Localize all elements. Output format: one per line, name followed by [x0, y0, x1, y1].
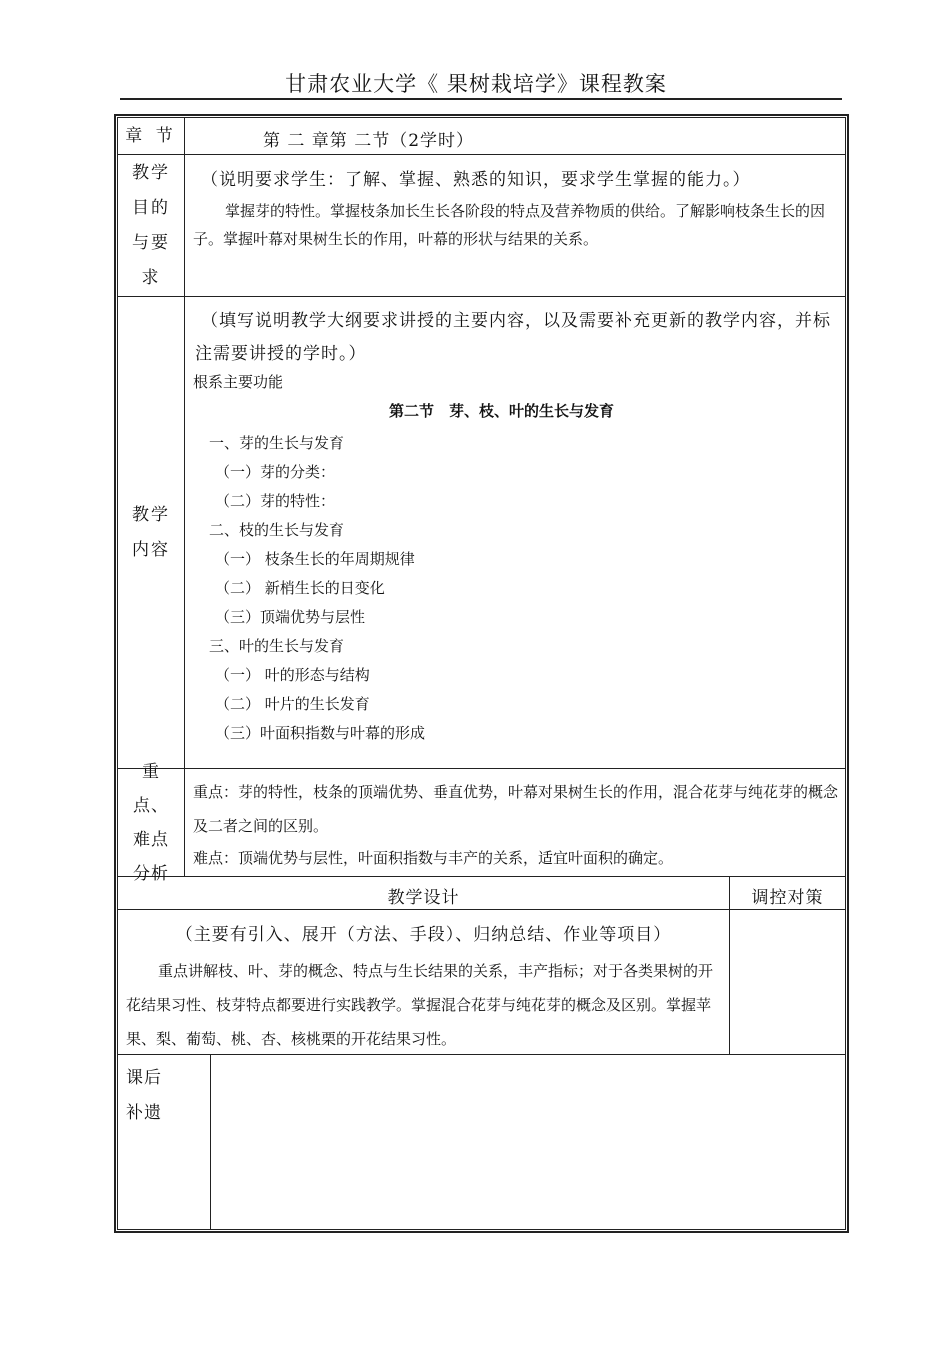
- outline-item: （三）顶端优势与层性: [215, 608, 366, 626]
- chapter-label-cell: [118, 118, 185, 154]
- objectives-instruction: （说明要求学生：了解、掌握、熟悉的知识，要求学生掌握的能力。）: [201, 170, 751, 190]
- focus-key-points: 重点：芽的特性，枝条的顶端优势、垂直优势，叶幕对果树生长的作用，混合花芽与纯花芽的概念及二者之间的区别。: [193, 783, 839, 835]
- outline-item: （三）叶面积指数与叶幕的形成: [215, 724, 426, 742]
- supplement-label-cell: [118, 1055, 211, 1229]
- section-title: 第二节 芽、枝、叶的生长与发育: [389, 402, 615, 420]
- objectives-label: 教学目的与要求: [132, 162, 170, 288]
- design-body-cell: [118, 910, 729, 1054]
- outline-item: （一） 叶的形态与结构: [215, 666, 370, 684]
- content-carryover: 根系主要功能: [193, 373, 284, 391]
- design-header-row: [118, 877, 845, 910]
- outline-item: 三、叶的生长与发育: [209, 637, 345, 655]
- objectives-cell: [185, 155, 845, 296]
- chapter-value-cell: [185, 118, 845, 154]
- outline-item: （二）芽的特性：: [215, 492, 336, 510]
- focus-label: 重点、难点分析: [133, 761, 169, 884]
- objectives-body: 掌握芽的特性。掌握枝条加长生长各阶段的特点及营养物质的供给。了解影响枝条生长的因子。掌握叶幕对果树生长的作用，叶幕的形状与结果的关系。: [193, 202, 826, 248]
- objectives-row: [118, 155, 845, 297]
- chapter-label: 章 节: [125, 125, 177, 146]
- outline-item: （二） 叶片的生长发育: [215, 695, 370, 713]
- chapter-row: [118, 118, 845, 155]
- outline-item: 一、芽的生长与发育: [209, 434, 345, 452]
- outline-item: 二、枝的生长与发育: [209, 521, 345, 539]
- design-instruction: （主要有引入、展开（方法、手段）、归纳总结、作业等项目）: [175, 925, 672, 945]
- supplement-label: 课后补遗: [126, 1068, 162, 1123]
- focus-cell: [185, 769, 845, 876]
- supplement-cell: [211, 1055, 845, 1229]
- lesson-plan-table: [114, 114, 849, 1233]
- control-header: 调控对策: [751, 888, 824, 908]
- outline-item: （一） 枝条生长的年周期规律: [215, 550, 415, 568]
- objectives-label-cell: [118, 155, 185, 296]
- content-instruction: （填写说明教学大纲要求讲授的主要内容，以及需要补充更新的教学内容，并标注需要讲授的学时。）: [195, 311, 831, 364]
- control-cell: [730, 910, 845, 1054]
- design-body: 重点讲解枝、叶、芽的概念、特点与生长结果的关系，丰产指标；对于各类果树的开花结果习性、枝芽特点都要进行实践教学。掌握混合花芽与纯花芽的概念及区别。掌握苹果、梨、葡萄、桃、杏、核桃栗的开花结果习性。: [126, 962, 714, 1048]
- focus-row: [118, 761, 845, 884]
- content-label-cell: [118, 297, 185, 768]
- header-rule: [120, 98, 842, 100]
- design-header: 教学设计: [387, 888, 460, 908]
- page-title: 甘肃农业大学《 果树栽培学》课程教案: [285, 72, 667, 96]
- supplement-row: [118, 1055, 845, 1229]
- content-label: 教学内容: [132, 504, 170, 560]
- content-row: [118, 297, 845, 769]
- outline-item: （二） 新梢生长的日变化: [215, 579, 385, 597]
- content-outline: [209, 429, 425, 748]
- focus-difficulties: 难点：顶端优势与层性，叶面积指数与丰产的关系，适宜叶面积的确定。: [193, 849, 674, 867]
- content-cell: [185, 297, 845, 768]
- chapter-value: 第 二 章第 二节（2学时）: [263, 131, 475, 151]
- design-body-row: [118, 910, 845, 1055]
- focus-label-cell: [118, 761, 185, 884]
- outline-item: （一）芽的分类：: [215, 463, 336, 481]
